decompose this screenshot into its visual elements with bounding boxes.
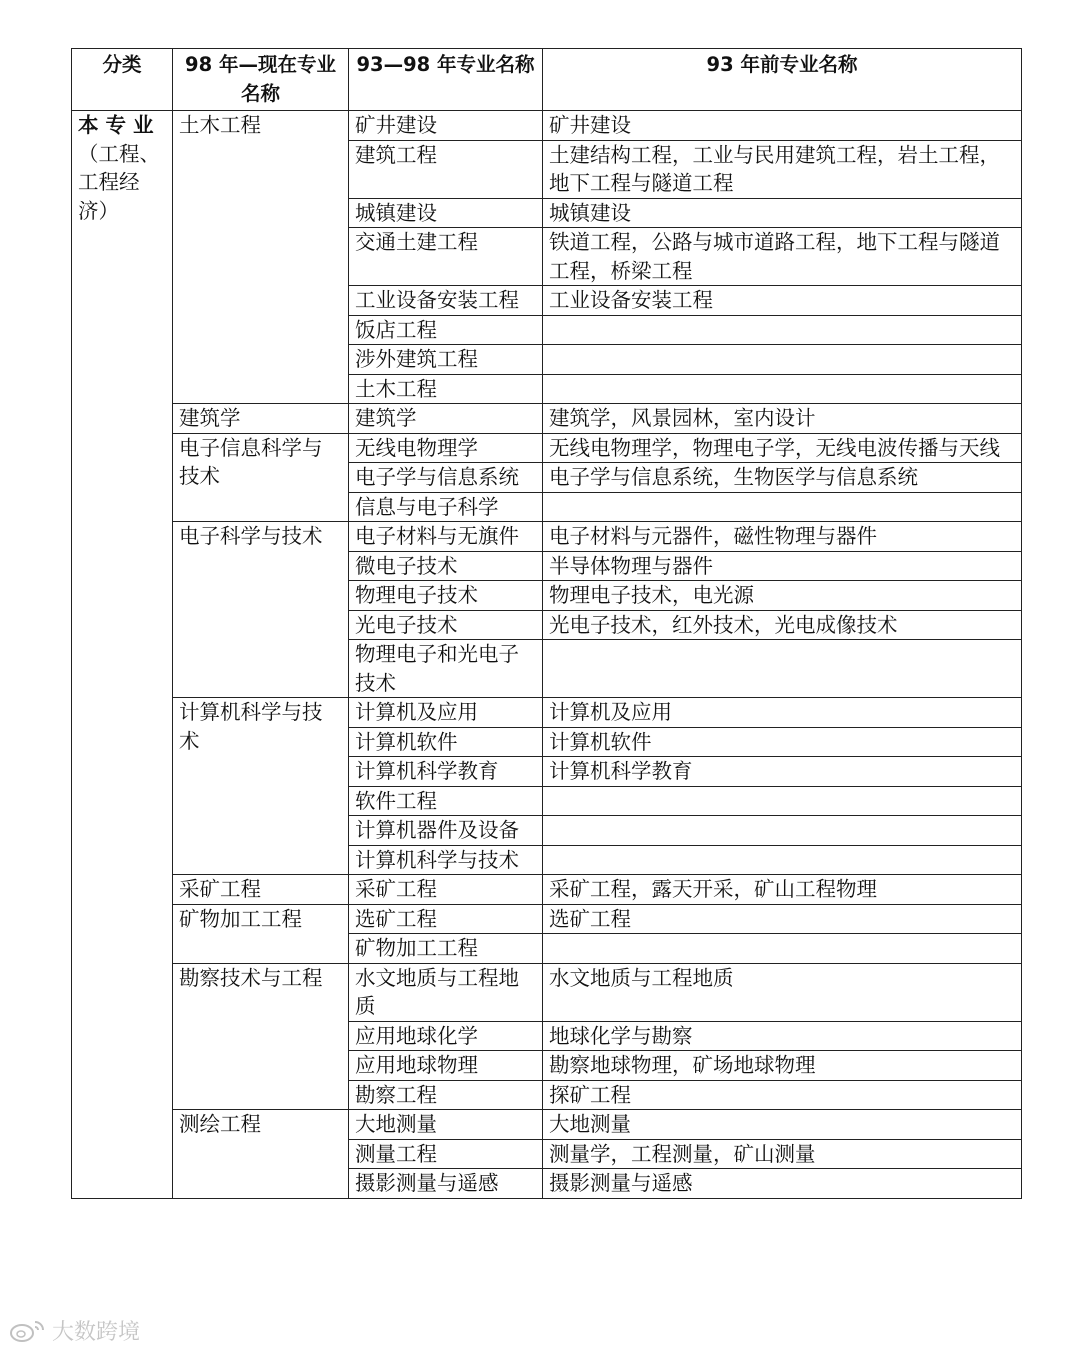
table-row: [72, 433, 1022, 463]
header-current-name: 98 年—现在专业名称: [173, 49, 349, 111]
table-row: [72, 875, 1022, 905]
header-category: 分类: [72, 49, 173, 111]
major-comparison-table: [71, 48, 1022, 1199]
mid-major-cell: 软件工程: [349, 786, 543, 816]
current-major-cell: 勘察技术与工程: [173, 963, 349, 1110]
weibo-logo-icon: [8, 1318, 48, 1344]
old-major-cell: 城镇建设: [543, 198, 1022, 228]
old-major-cell: [543, 374, 1022, 404]
old-major-cell: 无线电物理学，物理电子学，无线电波传播与天线: [543, 433, 1022, 463]
old-major-cell: 计算机软件: [543, 727, 1022, 757]
old-major-cell: [543, 934, 1022, 964]
old-major-cell: [543, 492, 1022, 522]
current-major-cell: 矿物加工工程: [173, 904, 349, 963]
mid-major-cell: 计算机科学教育: [349, 757, 543, 787]
mid-major-cell: 计算机科学与技术: [349, 845, 543, 875]
old-major-cell: 电子材料与元器件，磁性物理与器件: [543, 522, 1022, 552]
mid-major-cell: 测量工程: [349, 1139, 543, 1169]
old-major-cell: 探矿工程: [543, 1080, 1022, 1110]
old-major-cell: 摄影测量与遥感: [543, 1169, 1022, 1199]
old-major-cell: [543, 816, 1022, 846]
category-sub-label: （工程、工程经济）: [78, 141, 160, 223]
mid-major-cell: 电子材料与无旗件: [349, 522, 543, 552]
table-header-row: [72, 49, 1022, 111]
table-row: [72, 698, 1022, 728]
old-major-cell: 半导体物理与器件: [543, 551, 1022, 581]
mid-major-cell: 饭店工程: [349, 315, 543, 345]
current-major-cell: 采矿工程: [173, 875, 349, 905]
mid-major-cell: 建筑工程: [349, 140, 543, 198]
old-major-cell: 地球化学与勘察: [543, 1021, 1022, 1051]
old-major-cell: 物理电子技术，电光源: [543, 581, 1022, 611]
mid-major-cell: 计算机软件: [349, 727, 543, 757]
old-major-cell: 矿井建设: [543, 111, 1022, 141]
mid-major-cell: 信息与电子科学: [349, 492, 543, 522]
current-major-cell: 电子科学与技术: [173, 522, 349, 698]
current-major-cell: 土木工程: [173, 111, 349, 404]
mid-major-cell: 建筑学: [349, 404, 543, 434]
old-major-cell: [543, 640, 1022, 698]
mid-major-cell: 应用地球物理: [349, 1051, 543, 1081]
current-major-cell: 计算机科学与技术: [173, 698, 349, 875]
current-major-cell: 建筑学: [173, 404, 349, 434]
old-major-cell: 土建结构工程，工业与民用建筑工程，岩土工程，地下工程与隧道工程: [543, 140, 1022, 198]
category-main-label: 本专业: [78, 113, 161, 137]
old-major-cell: [543, 315, 1022, 345]
mid-major-cell: 矿物加工工程: [349, 934, 543, 964]
header-mid-name: 93—98 年专业名称: [349, 49, 543, 111]
mid-major-cell: 水文地质与工程地质: [349, 963, 543, 1021]
old-major-cell: 采矿工程，露天开采，矿山工程物理: [543, 875, 1022, 905]
mid-major-cell: 微电子技术: [349, 551, 543, 581]
watermark: [8, 1315, 140, 1346]
old-major-cell: 选矿工程: [543, 904, 1022, 934]
old-major-cell: 电子学与信息系统，生物医学与信息系统: [543, 463, 1022, 493]
mid-major-cell: 矿井建设: [349, 111, 543, 141]
old-major-cell: 计算机及应用: [543, 698, 1022, 728]
table-body: [72, 111, 1022, 1199]
mid-major-cell: 摄影测量与遥感: [349, 1169, 543, 1199]
old-major-cell: 测量学，工程测量，矿山测量: [543, 1139, 1022, 1169]
old-major-cell: 计算机科学教育: [543, 757, 1022, 787]
mid-major-cell: 涉外建筑工程: [349, 345, 543, 375]
old-major-cell: 勘察地球物理，矿场地球物理: [543, 1051, 1022, 1081]
mid-major-cell: 城镇建设: [349, 198, 543, 228]
table-row: [72, 963, 1022, 1021]
category-cell: [72, 111, 173, 1199]
table-row: [72, 404, 1022, 434]
table-row: [72, 904, 1022, 934]
old-major-cell: 工业设备安装工程: [543, 286, 1022, 316]
current-major-cell: 电子信息科学与技术: [173, 433, 349, 522]
old-major-cell: [543, 845, 1022, 875]
header-old-name: 93 年前专业名称: [543, 49, 1022, 111]
current-major-cell: 测绘工程: [173, 1110, 349, 1199]
old-major-cell: [543, 345, 1022, 375]
mid-major-cell: 物理电子和光电子技术: [349, 640, 543, 698]
mid-major-cell: 工业设备安装工程: [349, 286, 543, 316]
table-row: [72, 111, 1022, 141]
mid-major-cell: 电子学与信息系统: [349, 463, 543, 493]
mid-major-cell: 物理电子技术: [349, 581, 543, 611]
mid-major-cell: 采矿工程: [349, 875, 543, 905]
mid-major-cell: 应用地球化学: [349, 1021, 543, 1051]
mid-major-cell: 交通土建工程: [349, 228, 543, 286]
mid-major-cell: 土木工程: [349, 374, 543, 404]
old-major-cell: 大地测量: [543, 1110, 1022, 1140]
mid-major-cell: 大地测量: [349, 1110, 543, 1140]
mid-major-cell: 计算机器件及设备: [349, 816, 543, 846]
mid-major-cell: 无线电物理学: [349, 433, 543, 463]
old-major-cell: [543, 786, 1022, 816]
old-major-cell: 铁道工程，公路与城市道路工程，地下工程与隧道工程，桥梁工程: [543, 228, 1022, 286]
table-row: [72, 1110, 1022, 1140]
watermark-text: 大数跨境: [52, 1320, 141, 1345]
mid-major-cell: 勘察工程: [349, 1080, 543, 1110]
old-major-cell: 光电子技术，红外技术，光电成像技术: [543, 610, 1022, 640]
mid-major-cell: 选矿工程: [349, 904, 543, 934]
mid-major-cell: 计算机及应用: [349, 698, 543, 728]
table-row: [72, 522, 1022, 552]
old-major-cell: 水文地质与工程地质: [543, 963, 1022, 1021]
mid-major-cell: 光电子技术: [349, 610, 543, 640]
old-major-cell: 建筑学，风景园林，室内设计: [543, 404, 1022, 434]
